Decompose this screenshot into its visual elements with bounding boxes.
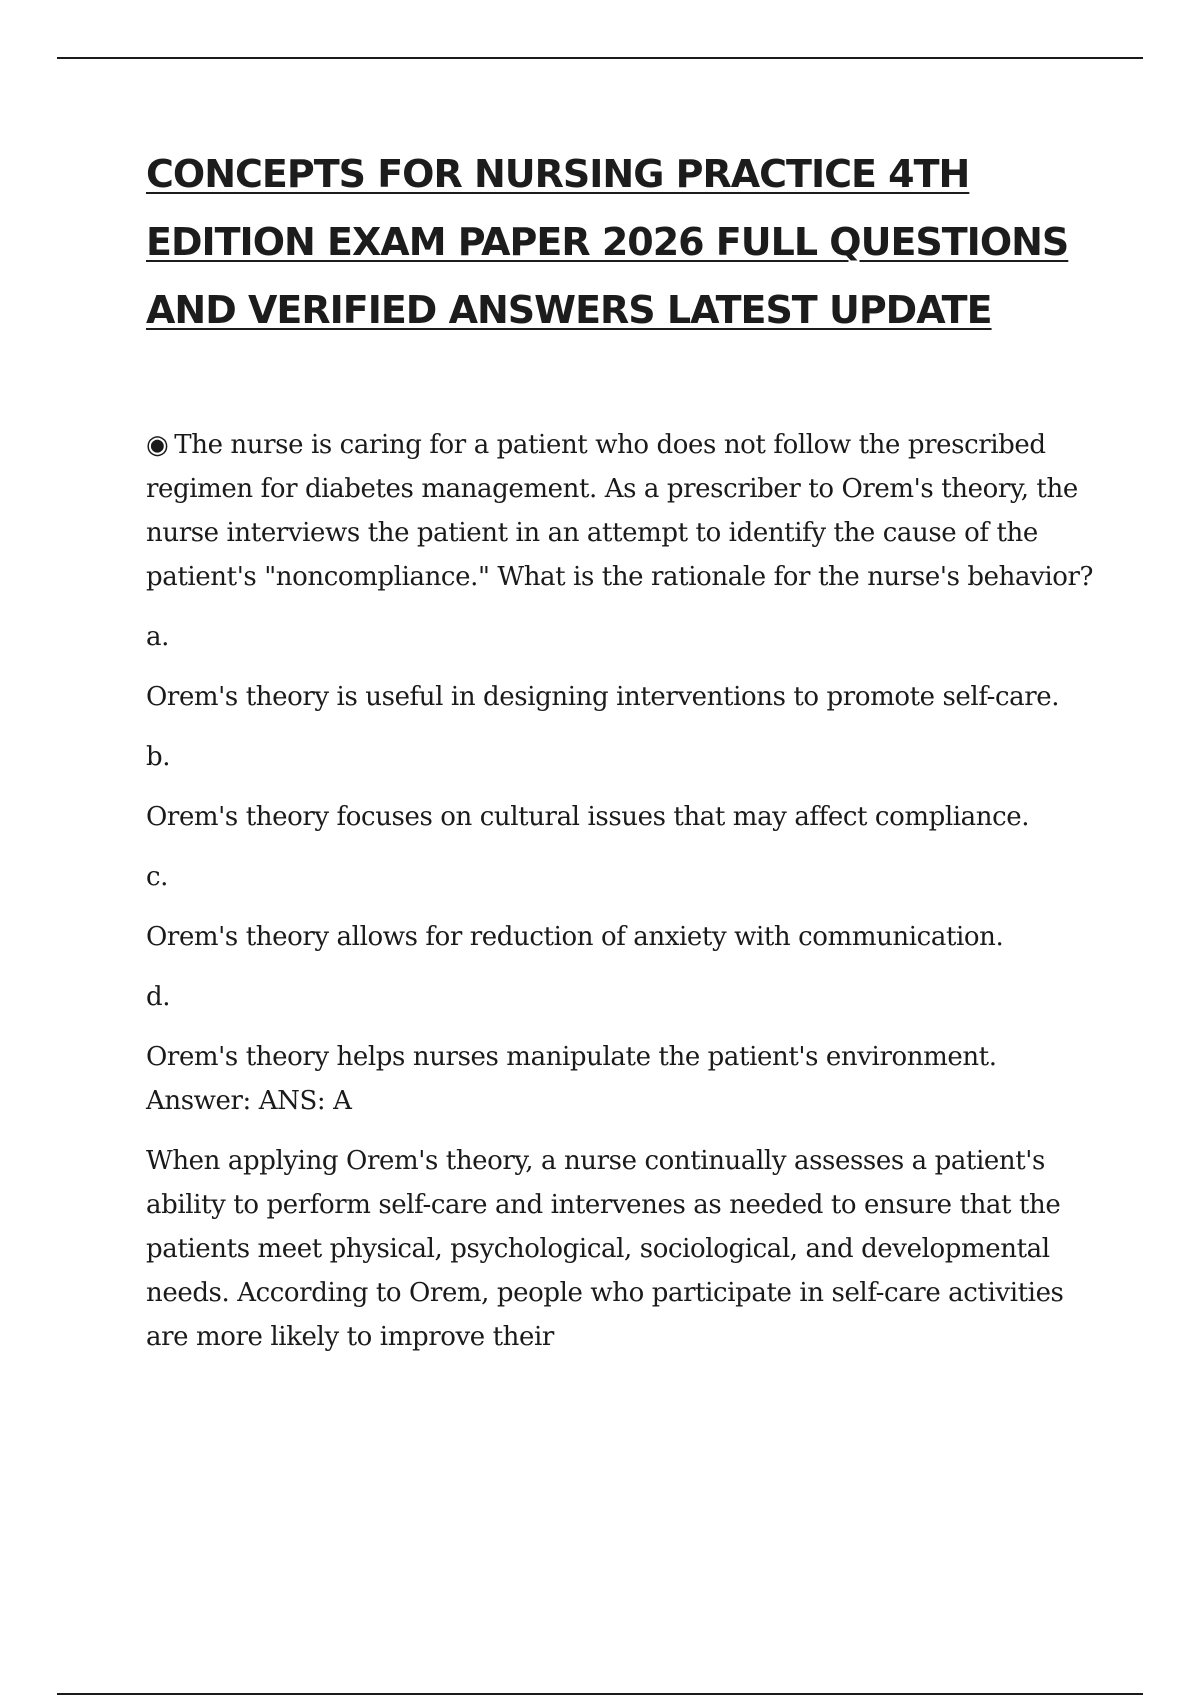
question-text: The nurse is caring for a patient who does not follow the prescribed regimen for diabetes management. As a prescriber to Orem's theory, the nurse interviews the patient in an attempt to identify the cause of the patient's "noncompliance." What is the rationale for the nurse's behavior? bbox=[146, 430, 1094, 592]
rationale-text: When applying Orem's theory, a nurse continually assesses a patient's ability to perform self-care and intervenes as needed to ensure that the patients meet physical, psychological, sociological, and developmental needs. According to Orem, people who participate in self-care activities are more likely to improve their bbox=[146, 1146, 1064, 1352]
option-text-d: Orem's theory helps nurses manipulate the patient's environment. bbox=[146, 1042, 997, 1072]
answer-key: Answer: ANS: A bbox=[146, 1086, 352, 1116]
bottom-divider bbox=[57, 1693, 1143, 1695]
option-letter-b: b. bbox=[146, 742, 171, 772]
radio-bullet-icon: ◉ bbox=[146, 430, 169, 460]
option-text-a: Orem's theory is useful in designing interventions to promote self-care. bbox=[146, 682, 1060, 712]
question-block bbox=[146, 423, 1106, 1375]
top-divider bbox=[57, 57, 1143, 59]
option-text-b: Orem's theory focuses on cultural issues that may affect compliance. bbox=[146, 802, 1030, 832]
option-text-c: Orem's theory allows for reduction of anxiety with communication. bbox=[146, 922, 1004, 952]
option-d-and-answer bbox=[146, 1035, 1106, 1123]
option-letter-d: d. bbox=[146, 982, 171, 1012]
document-title: CONCEPTS FOR NURSING PRACTICE 4TH EDITION EXAM PAPER 2026 FULL QUESTIONS AND VERIFIED ANSWERS LATEST UPDATE bbox=[146, 152, 1069, 332]
option-letter-a: a. bbox=[146, 622, 169, 652]
option-letter-c: c. bbox=[146, 862, 169, 892]
question-stem bbox=[146, 423, 1106, 599]
